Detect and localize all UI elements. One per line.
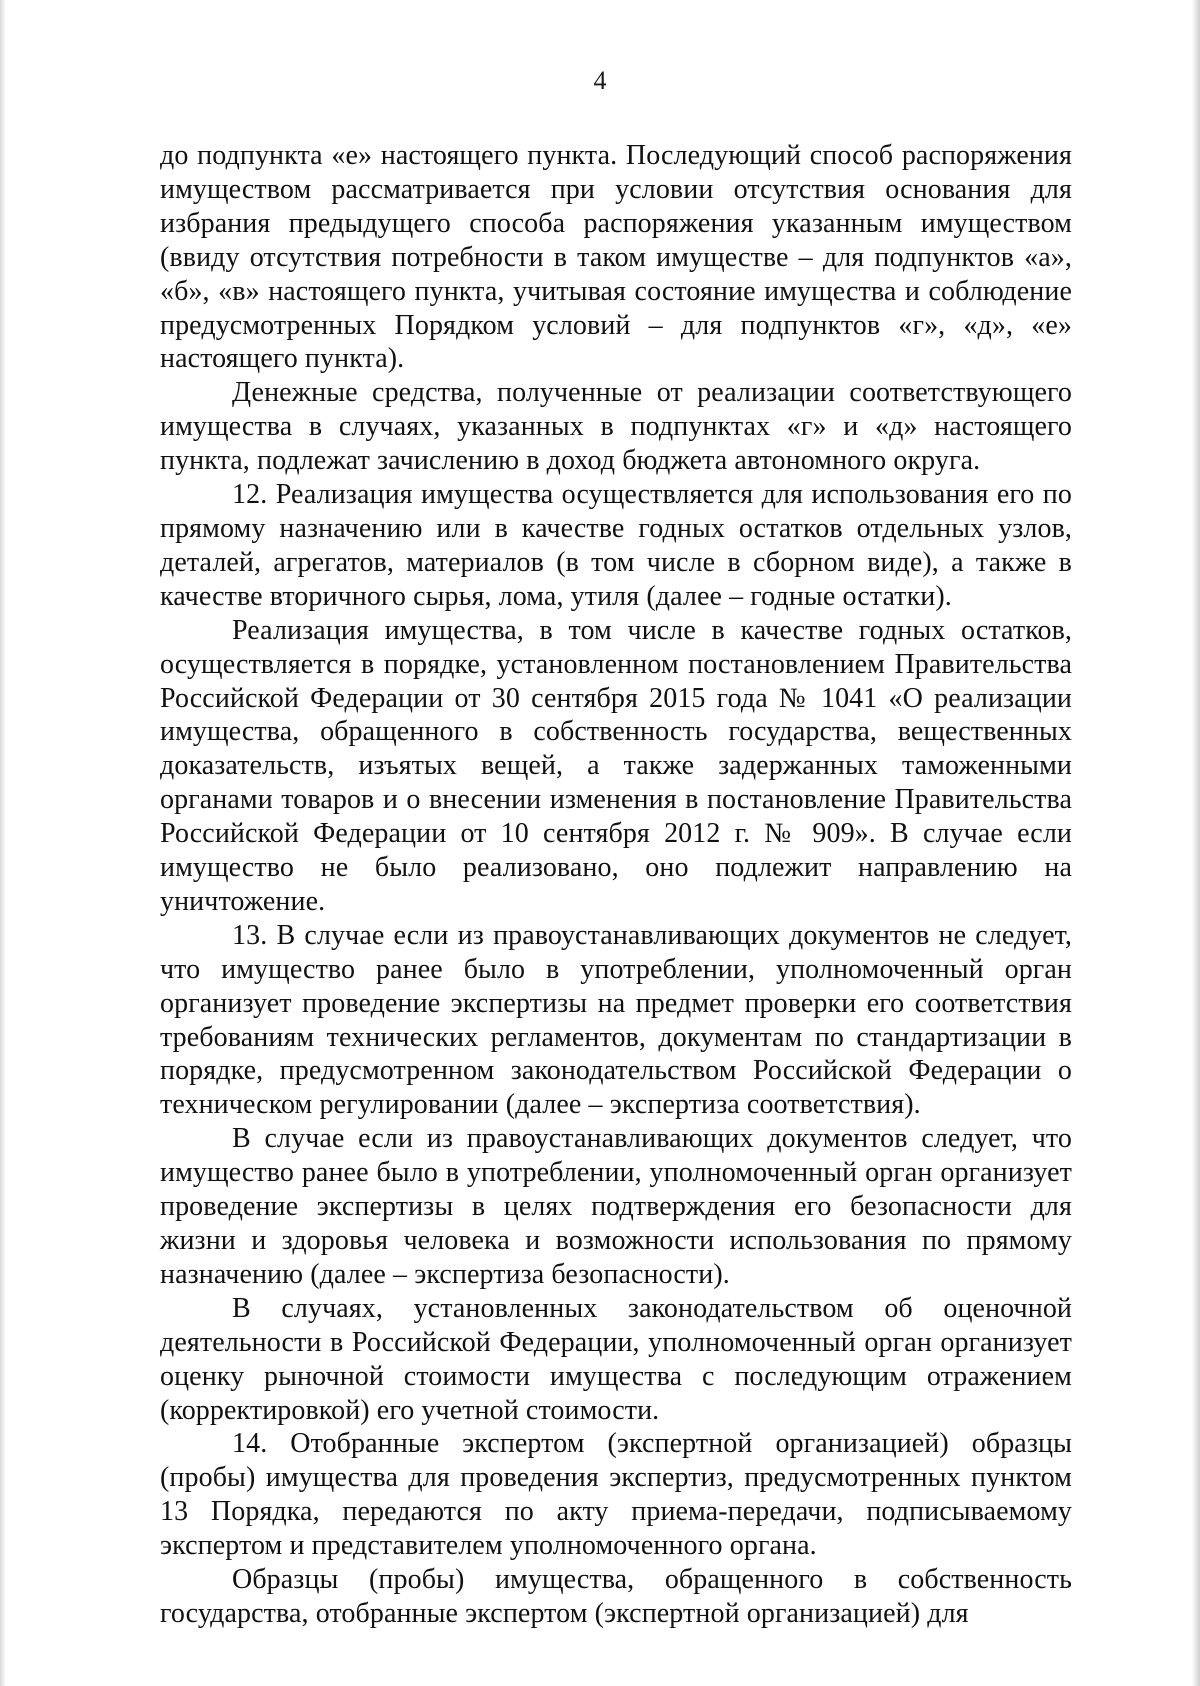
paragraph-samples: Образцы (пробы) имущества, обращенного в собственность государства, отобранные экспертом (экспертной организацией) для [160,1564,1072,1629]
paragraph-sale-procedure: Реализация имущества, в том числе в качестве годных остатков, осуществляется в порядке, установленном постановлением Правительства Российской Федерации от 30 сентября 2015 года № 1041 «О реализации имущества, обращенного в собственность государства, вещественных доказательств, изъятых вещей, а также задержанных таможенными органами товаров и о внесении изменения в постановление Правительства Российской Федерации от 10 сентября 2012 г. № 909». В случае если имущество не было реализовано, оно подлежит направлению на уничтожение. [160,614,1072,917]
page-number: 4 [593,66,607,95]
paragraph-valuation: В случаях, установленных законодательством об оценочной деятельности в Российской Федерации, уполномоченный орган организует оценку рыночной стоимости имущества с последующим отражением (корректировкой) его учетной стоимости. [160,1292,1072,1426]
scan-edge-left [0,0,6,1686]
paragraph-continuation: до подпункта «е» настоящего пункта. Последующий способ распоряжения имуществом рассматривается при условии отсутствия основания для избрания предыдущего способа распоряжения указанным имуществом (ввиду отсутствия потребности в таком имуществе – для подпунктов «а», «б», «в» настоящего пункта, учитывая состояние имущества и соблюдение предусмотренных Порядком условий – для подпунктов «г», «д», «е» настоящего пункта). [160,140,1072,375]
paragraph-funds: Денежные средства, полученные от реализации соответствующего имущества в случаях, указанных в подпунктах «г» и «д» настоящего пункта, подлежат зачислению в доход бюджета автономного округа. [160,377,1072,477]
document-body [160,139,1072,1631]
paragraph-item-13: 13. В случае если из правоустанавливающих документов не следует, что имущество ранее было в употреблении, уполномоченный орган организует проведение экспертизы на предмет проверки его соответствия требованиям технических регламентов, документам по стандартизации в порядке, предусмотренном законодательством Российской Федерации о техническом регулировании (далее – экспертиза соответствия). [160,919,1072,1121]
paragraph-safety-expertise: В случае если из правоустанавливающих документов следует, что имущество ранее было в употреблении, уполномоченный орган организует проведение экспертизы в целях подтверждения его безопасности для жизни и здоровья человека и возможности использования по прямому назначению (далее – экспертиза безопасности). [160,1123,1072,1290]
paragraph-item-14: 14. Отобранные экспертом (экспертной организацией) образцы (пробы) имущества для проведения экспертиз, предусмотренных пунктом 13 Порядка, передаются по акту приема-передачи, подписываемому экспертом и представителем уполномоченного органа. [160,1428,1072,1562]
paragraph-item-12: 12. Реализация имущества осуществляется для использования его по прямому назначению или в качестве годных остатков отдельных узлов, деталей, агрегатов, материалов (в том числе в сборном виде), а также в качестве вторичного сырья, лома, утиля (далее – годные остатки). [160,479,1072,612]
scan-edge-right [1192,0,1200,1686]
